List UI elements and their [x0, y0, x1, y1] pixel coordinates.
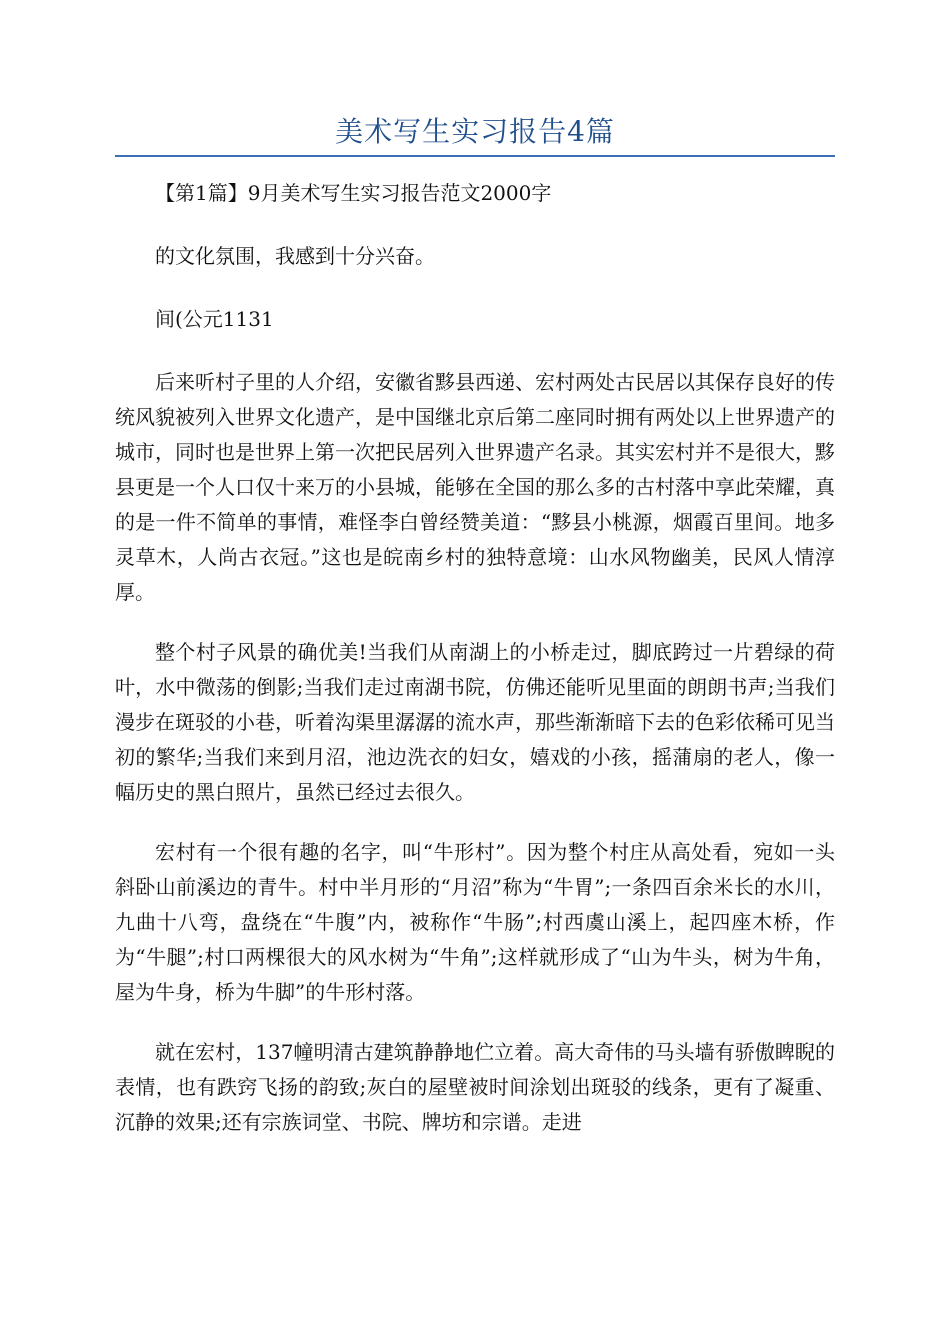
document-body: [115, 176, 835, 1165]
paragraph: 整个村子风景的确优美!当我们从南湖上的小桥走过，脚底跨过一片碧绿的荷叶，水中微荡的倒影;当我们走过南湖书院，仿佛还能听见里面的朗朗书声;当我们漫步在斑驳的小巷，听着沟渠里潺潺的流水声，那些渐渐暗下去的色彩依稀可见当初的繁华;当我们来到月沼，池边洗衣的妇女，嬉戏的小孩，摇蒲扇的老人，像一幅历史的黑白照片，虽然已经过去很久。: [115, 640, 835, 804]
paragraph: 的文化氛围，我感到十分兴奋。: [155, 244, 435, 268]
paragraph: 间(公元1131: [155, 307, 274, 331]
paragraph: 后来听村子里的人介绍，安徽省黟县西递、宏村两处古民居以其保存良好的传统风貌被列入世界文化遗产，是中国继北京后第二座同时拥有两处以上世界遗产的城市，同时也是世界上第一次把民居列入世界遗产名录。其实宏村并不是很大，黟县更是一个人口仅十来万的小县城，能够在全国的那么多的古村落中享此荣耀，真的是一件不简单的事情，难怪李白曾经赞美道：“黟县小桃源，烟霞百里间。地多灵草木，人尚古衣冠。”这也是皖南乡村的独特意境：山水风物幽美，民风人情淳厚。: [115, 370, 835, 604]
paragraph-heading: 【第1篇】9月美术写生实习报告范文2000字: [155, 181, 552, 205]
document-title: 美术写生实习报告4篇: [335, 115, 615, 148]
paragraph: 就在宏村，137幢明清古建筑静静地伫立着。高大奇伟的马头墙有骄傲睥睨的表情，也有跌窍飞扬的韵致;灰白的屋壁被时间涂划出斑驳的线条，更有了凝重、沉静的效果;还有宗族词堂、书院、牌坊和宗谱。走进: [115, 1040, 835, 1134]
paragraph: 宏村有一个很有趣的名字，叫“牛形村”。因为整个村庄从高处看，宛如一头斜卧山前溪边的青牛。村中半月形的“月沼”称为“牛胃”;一条四百余米长的水川，九曲十八弯，盘绕在“牛腹”内，被称作“牛肠”;村西虞山溪上，起四座木桥，作为“牛腿”;村口两棵很大的风水树为“牛角”;这样就形成了“山为牛头，树为牛角，屋为牛身，桥为牛脚”的牛形村落。: [115, 840, 835, 1004]
title-underline: [115, 155, 835, 157]
